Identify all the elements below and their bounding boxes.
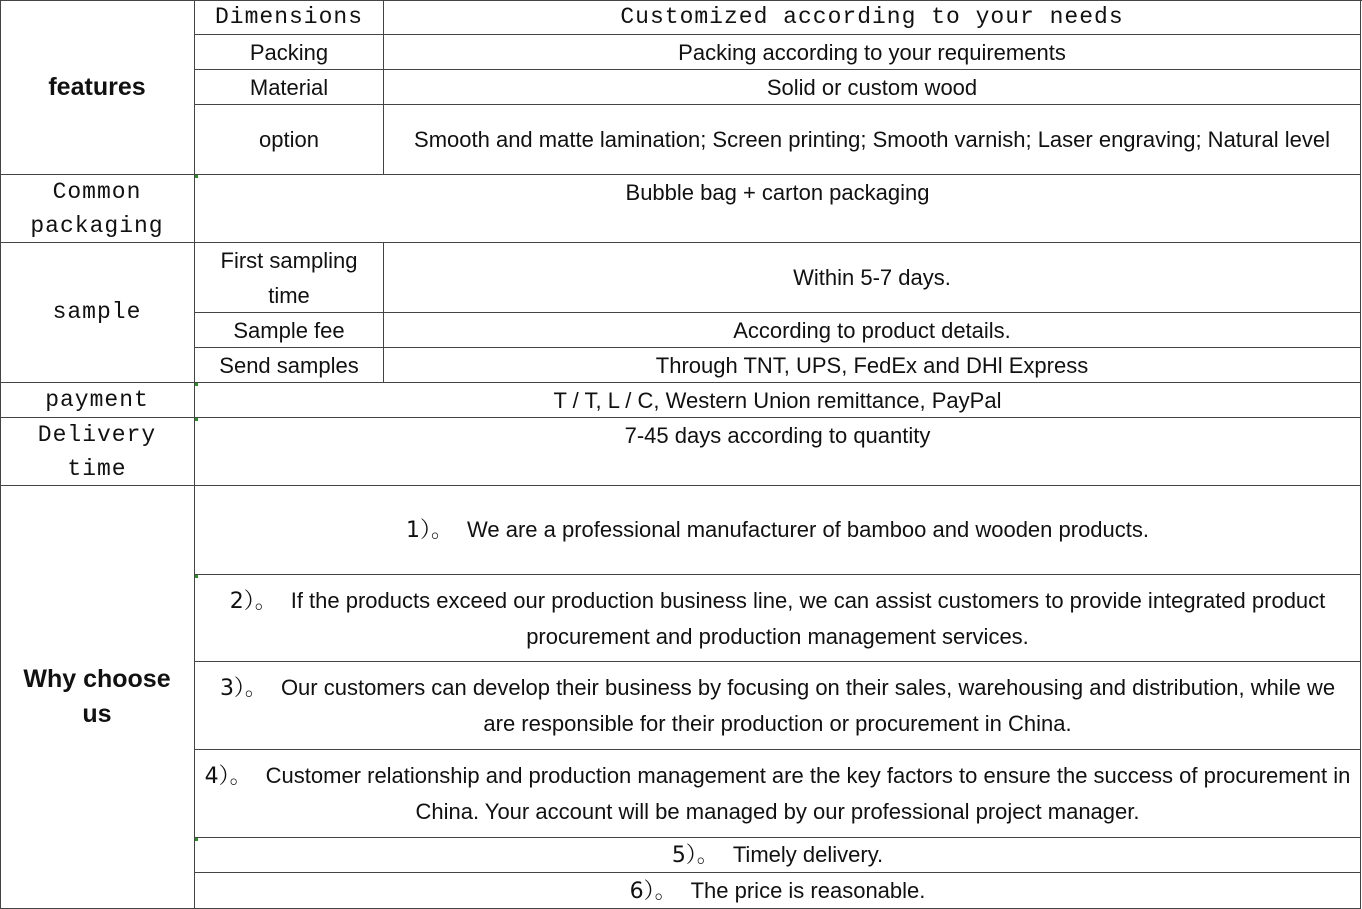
cell-corner-mark: [195, 383, 198, 386]
reason-number: 1）。: [406, 518, 453, 543]
cell-corner-mark: [195, 838, 198, 841]
reason-text: 1）。 We are a professional manufacturer of bamboo and wooden products.: [406, 517, 1149, 543]
cell-corner-mark: [195, 418, 198, 421]
first-sampling-label: First sampling time: [195, 243, 384, 313]
material-label: Material: [195, 70, 384, 105]
packing-label: Packing: [195, 35, 384, 70]
reason-text: 4）。 Customer relationship and production management are the key factors to ensure the success of procurement in China. Your account will be managed by our professional project manager.: [204, 763, 1351, 824]
send-samples-value: Through TNT, UPS, FedEx and DHl Express: [384, 348, 1361, 383]
reason-item: [195, 575, 1361, 662]
delivery-time-value: 7-45 days according to quantity: [195, 418, 1361, 486]
sample-label: sample: [0, 243, 195, 383]
reason-item: [195, 486, 1361, 575]
common-packaging-value: Bubble bag + carton packaging: [195, 175, 1361, 243]
reason-item: [195, 750, 1361, 838]
dimensions-label: Dimensions: [195, 0, 384, 35]
packing-value: Packing according to your requirements: [384, 35, 1361, 70]
features-label: features: [0, 0, 195, 175]
reason-item: [195, 873, 1361, 909]
reason-number: 3）。: [219, 676, 267, 701]
reason-text: 6）。 The price is reasonable.: [629, 877, 926, 904]
reason-number: 5）。: [671, 843, 719, 868]
reason-number: 2）。: [229, 588, 277, 614]
reason-item: [195, 662, 1361, 750]
common-packaging-label: Common packaging: [0, 175, 195, 243]
sample-fee-value: According to product details.: [384, 313, 1361, 348]
reason-text: 5）。 Timely delivery.: [671, 842, 884, 868]
reason-number: 6）。: [629, 878, 677, 904]
send-samples-label: Send samples: [195, 348, 384, 383]
payment-value: T / T, L / C, Western Union remittance, PayPal: [195, 383, 1361, 418]
sample-fee-label: Sample fee: [195, 313, 384, 348]
cell-corner-mark: [195, 175, 198, 178]
payment-label: payment: [0, 383, 195, 418]
dimensions-value: Customized according to your needs: [384, 0, 1361, 35]
first-sampling-value: Within 5-7 days.: [384, 243, 1361, 313]
material-value: Solid or custom wood: [384, 70, 1361, 105]
reason-text: 2）。 If the products exceed our production business line, we can assist customers to provide integrated product procurement and production management services.: [229, 587, 1326, 649]
option-label: option: [195, 105, 384, 175]
delivery-time-label: Delivery time: [0, 418, 195, 486]
reason-number: 4）。: [204, 764, 252, 789]
reason-text: 3）。 Our customers can develop their business by focusing on their sales, warehousing and distribution, while we are responsible for their production or procurement in China.: [219, 675, 1336, 736]
reason-item: [195, 838, 1361, 873]
why-choose-us-label: Why choose us: [0, 486, 195, 909]
option-value: Smooth and matte lamination; Screen printing; Smooth varnish; Laser engraving; Natural level: [384, 105, 1361, 175]
cell-corner-mark: [195, 575, 198, 578]
